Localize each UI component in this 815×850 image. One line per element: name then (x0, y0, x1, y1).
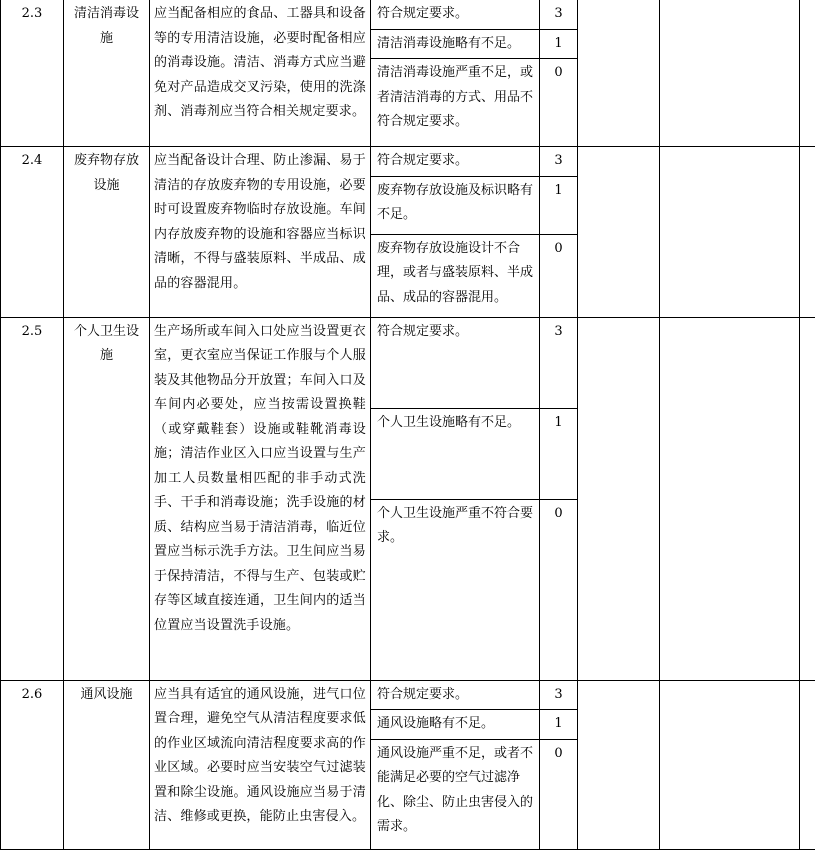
criteria-text: 通风设施严重不足，或者不能满足必要的空气过滤净化、除尘、防止虫害侵入的需求。 (371, 739, 540, 849)
edge-cell (800, 680, 815, 849)
criteria-text: 符合规定要求。 (371, 147, 540, 177)
criteria-text: 符合规定要求。 (371, 0, 540, 29)
criteria-text: 清洁消毒设施严重不足，或者清洁消毒的方式、用品不符合规定要求。 (371, 59, 540, 147)
table-row (1, 680, 815, 710)
score-value: 1 (540, 29, 578, 59)
blank-cell (578, 317, 660, 680)
criteria-text: 个人卫生设施略有不足。 (371, 408, 540, 499)
score-value: 0 (540, 739, 578, 849)
item-name: 个人卫生设施 (64, 317, 150, 680)
table-row (1, 0, 815, 29)
blank-cell (660, 147, 800, 318)
score-value: 0 (540, 234, 578, 317)
table-row (1, 147, 815, 177)
item-name: 废弃物存放设施 (64, 147, 150, 318)
section-number: 2.5 (1, 317, 64, 680)
criteria-text: 个人卫生设施严重不符合要求。 (371, 499, 540, 680)
requirement-text: 应当配备设计合理、防止渗漏、易于清洁的存放废弃物的专用设施，必要时可设置废弃物临时存放设施。车间内存放废弃物的设施和容器应当标识清晰，不得与盛装原料、半成品、成品的容器混用。 (150, 147, 371, 318)
blank-cell (578, 680, 660, 849)
blank-cell (660, 317, 800, 680)
criteria-text: 清洁消毒设施略有不足。 (371, 29, 540, 59)
score-value: 3 (540, 0, 578, 29)
requirement-text: 应当配备相应的食品、工器具和设备等的专用清洁设施，必要时配备相应的消毒设施。清洁、消毒方式应当避免对产品造成交叉污染，使用的洗涤剂、消毒剂应当符合相关规定要求。 (150, 0, 371, 147)
section-number: 2.3 (1, 0, 64, 147)
score-value: 3 (540, 680, 578, 710)
requirement-text: 应当具有适宜的通风设施，进气口位置合理，避免空气从清洁程度要求低的作业区域流向清洁程度要求高的作业区域。必要时应当安装空气过滤装置和除尘设施。通风设施应当易于清洁、维修或更换，能防止虫害侵入。 (150, 680, 371, 849)
criteria-text: 废弃物存放设施设计不合理，或者与盛装原料、半成品、成品的容器混用。 (371, 234, 540, 317)
criteria-text: 通风设施略有不足。 (371, 710, 540, 740)
criteria-text: 符合规定要求。 (371, 680, 540, 710)
requirement-text: 生产场所或车间入口处应当设置更衣室，更衣室应当保证工作服与个人服装及其他物品分开放置；车间入口及车间内必要处，应当按需设置换鞋（或穿戴鞋套）设施或鞋靴消毒设施；清洁作业区入口应当设置与生产加工人员数量相匹配的非手动式洗手、干手和消毒设施；洗手设施的材质、结构应当易于清洁消毒，临近位置应当标示洗手方法。卫生间应当易于保持清洁，不得与生产、包装或贮存等区域直接连通，卫生间内的适当位置应当设置洗手设施。 (150, 317, 371, 680)
score-value: 1 (540, 408, 578, 499)
section-number: 2.4 (1, 147, 64, 318)
blank-cell (660, 0, 800, 147)
edge-cell (800, 317, 815, 680)
edge-cell (800, 0, 815, 147)
score-value: 3 (540, 147, 578, 177)
edge-cell (800, 147, 815, 318)
item-name: 清洁消毒设施 (64, 0, 150, 147)
criteria-text: 废弃物存放设施及标识略有不足。 (371, 176, 540, 234)
blank-cell (578, 147, 660, 318)
score-value: 1 (540, 176, 578, 234)
score-value: 0 (540, 499, 578, 680)
score-value: 0 (540, 59, 578, 147)
criteria-text: 符合规定要求。 (371, 317, 540, 408)
blank-cell (578, 0, 660, 147)
section-number: 2.6 (1, 680, 64, 849)
score-value: 1 (540, 710, 578, 740)
blank-cell (660, 680, 800, 849)
item-name: 通风设施 (64, 680, 150, 849)
score-value: 3 (540, 317, 578, 408)
table-row (1, 317, 815, 408)
